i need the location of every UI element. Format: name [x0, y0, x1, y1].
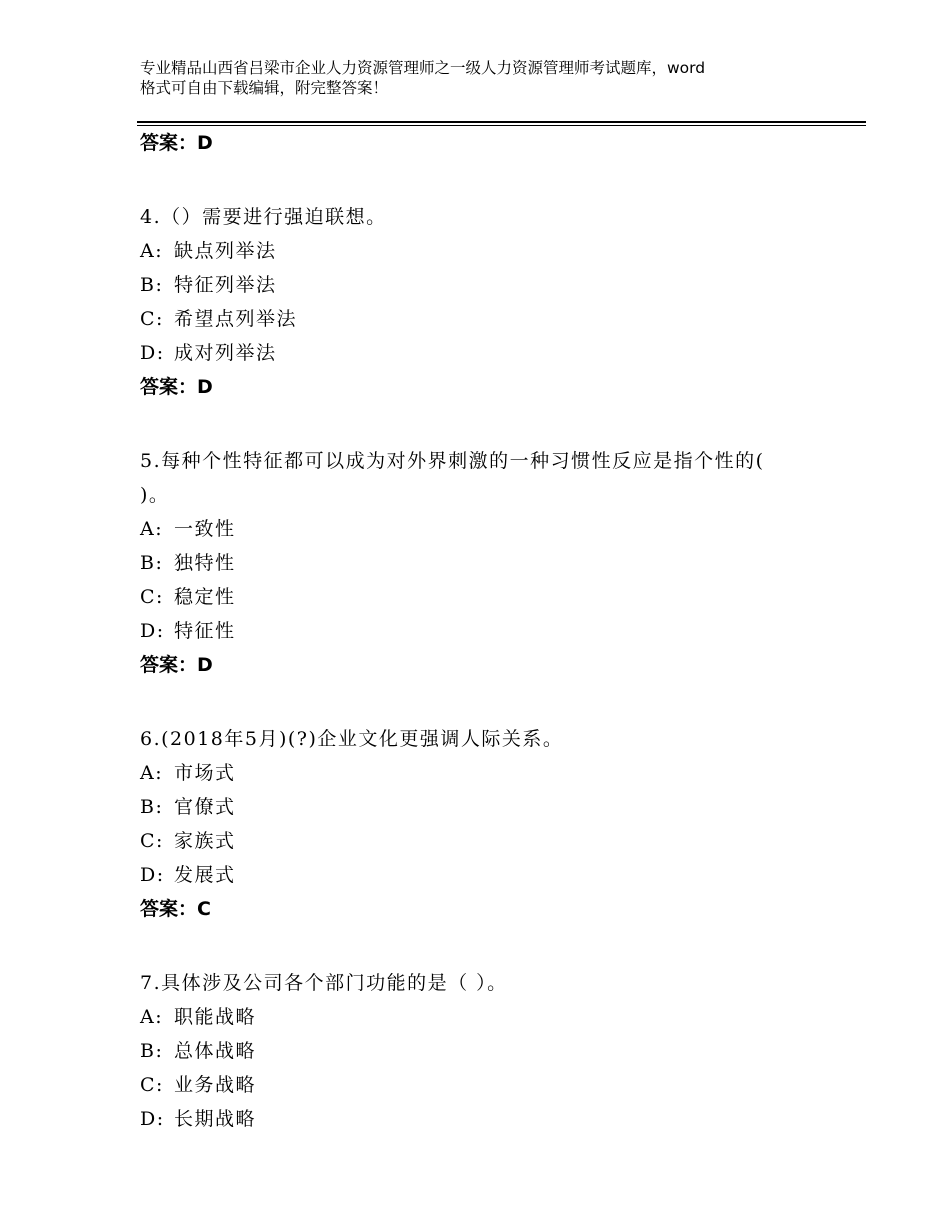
page-header	[140, 58, 830, 98]
option-letter: C:	[140, 830, 164, 852]
option-text: 成对列举法	[174, 342, 277, 364]
option-text: 特征性	[174, 620, 236, 642]
top-answer: 答案：D	[140, 132, 213, 154]
option-text: 希望点列举法	[174, 308, 298, 330]
option-letter: C:	[140, 1074, 164, 1096]
option-c	[140, 824, 840, 858]
question-stem-line-2: )。	[140, 484, 170, 506]
option-letter: A:	[140, 240, 164, 262]
option-text: 总体战略	[174, 1040, 257, 1062]
option-letter: D:	[140, 342, 165, 364]
answer: 答案：C	[140, 898, 211, 920]
option-letter: B:	[140, 796, 164, 818]
option-d	[140, 336, 840, 370]
answer: 答案：D	[140, 654, 213, 676]
option-text: 独特性	[174, 552, 236, 574]
option-text: 家族式	[174, 830, 236, 852]
option-text: 特征列举法	[174, 274, 277, 296]
option-a	[140, 512, 840, 546]
option-text: 长期战略	[174, 1108, 257, 1130]
question-content	[140, 130, 840, 1136]
option-b	[140, 268, 840, 302]
option-text: 一致性	[174, 518, 236, 540]
option-b	[140, 546, 840, 580]
option-d	[140, 614, 840, 648]
option-c	[140, 580, 840, 614]
question-4	[140, 200, 840, 400]
option-text: 缺点列举法	[174, 240, 277, 262]
option-a	[140, 756, 840, 790]
header-line-2: 格式可自由下载编辑，附完整答案！	[140, 79, 389, 97]
option-a	[140, 234, 840, 268]
header-line-1: 专业精品山西省吕梁市企业人力资源管理师之一级人力资源管理师考试题库，word	[140, 59, 706, 77]
option-letter: A:	[140, 1006, 164, 1028]
answer: 答案：D	[140, 376, 213, 398]
question-7	[140, 966, 840, 1136]
option-letter: B:	[140, 274, 164, 296]
option-b	[140, 790, 840, 824]
option-text: 发展式	[174, 864, 236, 886]
option-b	[140, 1034, 840, 1068]
question-stem: 6.(2018年5月)(?)企业文化更强调人际关系。	[140, 728, 564, 750]
option-letter: B:	[140, 1040, 164, 1062]
option-letter: A:	[140, 762, 164, 784]
option-d	[140, 858, 840, 892]
question-stem: 4.（）需要进行强迫联想。	[140, 206, 387, 228]
header-rule-thick	[137, 121, 866, 123]
question-stem: 7.具体涉及公司各个部门功能的是（ ）。	[140, 972, 508, 994]
option-text: 官僚式	[174, 796, 236, 818]
option-c	[140, 302, 840, 336]
header-rule-thin	[137, 125, 866, 126]
option-d	[140, 1102, 840, 1136]
question-stem-line-1: 5.每种个性特征都可以成为对外界刺激的一种习惯性反应是指个性的(	[140, 450, 765, 472]
question-6	[140, 722, 840, 922]
option-c	[140, 1068, 840, 1102]
option-text: 市场式	[174, 762, 236, 784]
question-5	[140, 444, 840, 678]
option-text: 业务战略	[174, 1074, 257, 1096]
option-letter: D:	[140, 620, 165, 642]
option-a	[140, 1000, 840, 1034]
option-text: 稳定性	[174, 586, 236, 608]
option-letter: C:	[140, 586, 164, 608]
option-letter: B:	[140, 552, 164, 574]
option-letter: D:	[140, 1108, 165, 1130]
option-letter: A:	[140, 518, 164, 540]
option-letter: D:	[140, 864, 165, 886]
option-text: 职能战略	[174, 1006, 257, 1028]
option-letter: C:	[140, 308, 164, 330]
